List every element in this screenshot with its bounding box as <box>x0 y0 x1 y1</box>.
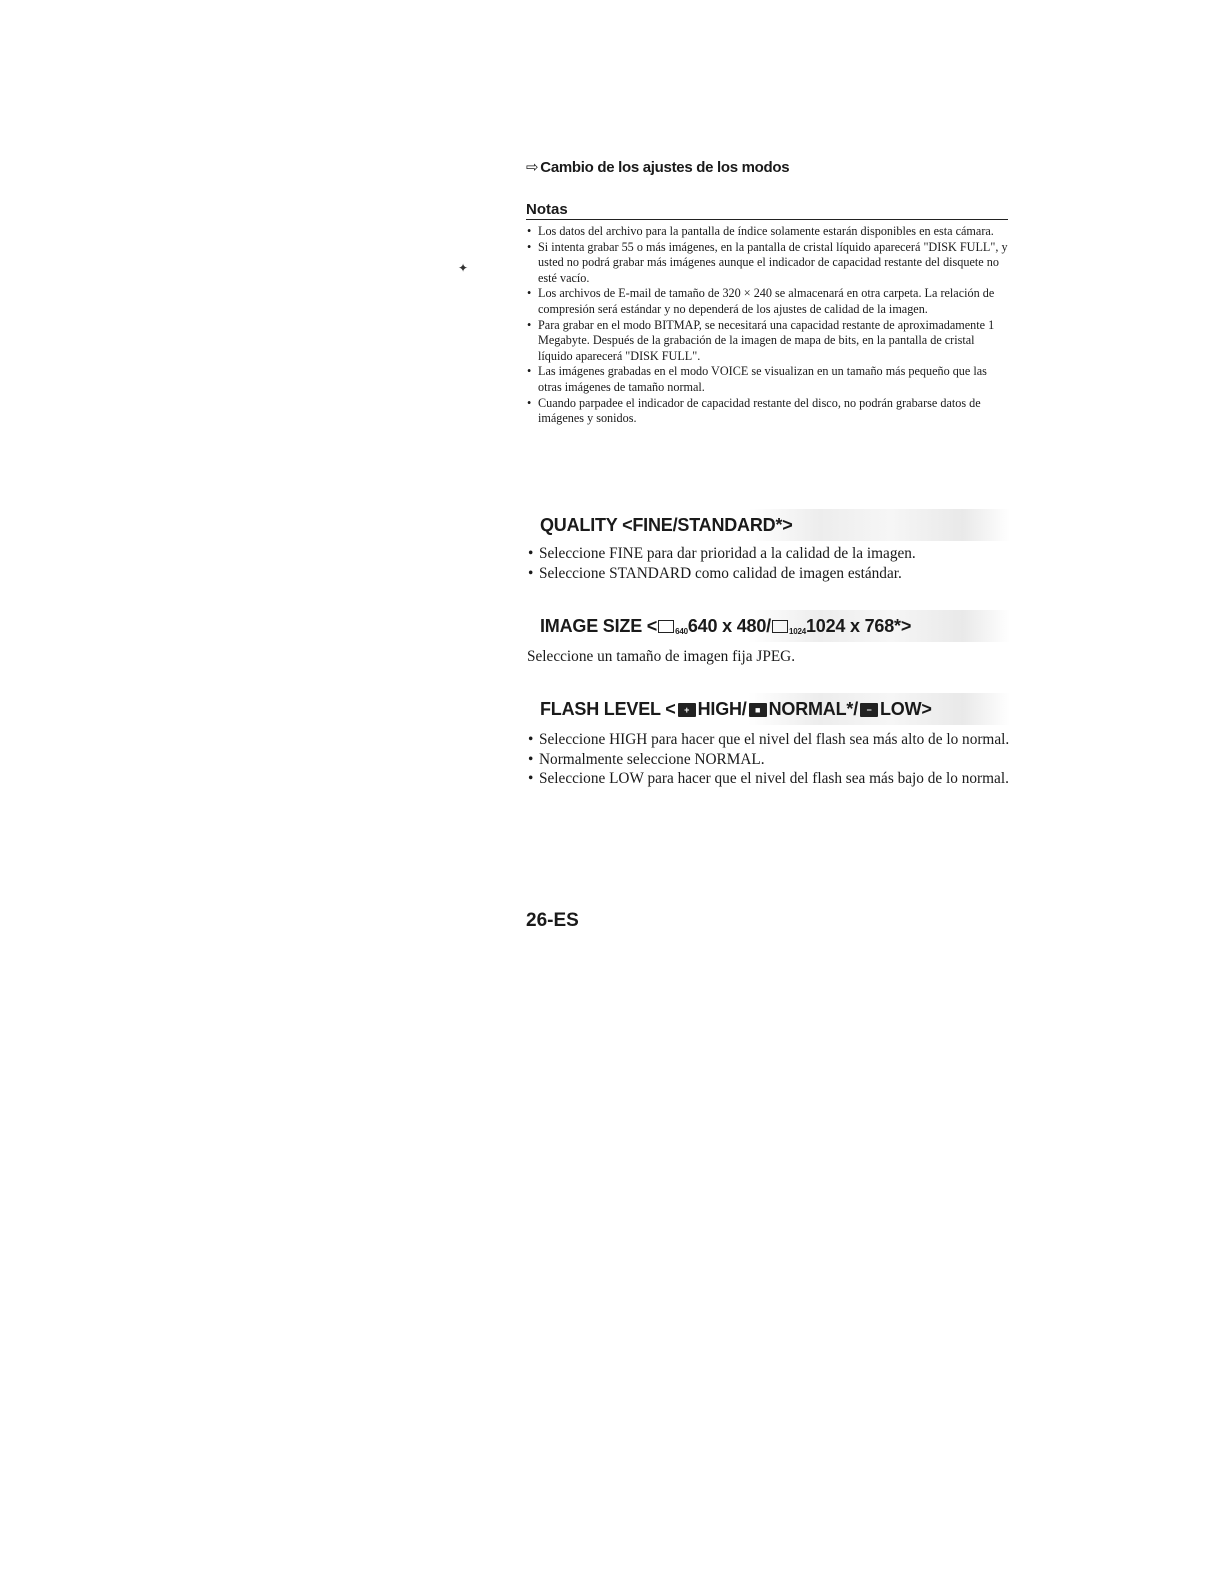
flash-level-heading <box>534 693 932 725</box>
image-size-option-1024: 1024 x 768*> <box>805 616 912 636</box>
flash-level-label: FLASH LEVEL < <box>540 699 676 719</box>
note-item: • Los archivos de E-mail de tamaño de 320 × 240 se almacenará en otra carpeta. La relación de compresión será estándar y no dependerá de los ajustes de calidad de la imagen. <box>526 286 1008 317</box>
flash-option-low: LOW> <box>880 699 932 719</box>
flash-level-item: • Seleccione LOW para hacer que el nivel del flash sea más bajo de lo normal. <box>527 769 1012 789</box>
notes-block <box>526 201 1008 427</box>
image-size-label: IMAGE SIZE < <box>540 616 658 636</box>
quality-list <box>527 544 1012 583</box>
image-640-icon <box>658 620 674 633</box>
image-size-text: Seleccione un tamaño de imagen fija JPEG. <box>527 648 796 665</box>
flash-normal-icon: ■ <box>749 703 767 717</box>
note-item: • Si intenta grabar 55 o más imágenes, en la pantalla de cristal líquido aparecerá "DISK FULL", y usted no podrá grabar más imágenes aunque el indicador de capacidad restante del disquete no esté vacío. <box>526 240 1008 287</box>
flash-level-list <box>527 730 1012 789</box>
quality-heading: QUALITY <FINE/STANDARD*> <box>540 515 793 535</box>
quality-item: • Seleccione FINE para dar prioridad a la calidad de la imagen. <box>527 544 1012 564</box>
image-size-option-640: 640 x 480/ <box>687 616 771 636</box>
image-size-heading <box>534 610 911 642</box>
flash-level-item: • Seleccione HIGH para hacer que el nivel del flash sea más alto de lo normal. <box>527 730 1012 750</box>
flash-level-item: • Normalmente seleccione NORMAL. <box>527 750 1012 770</box>
notes-list <box>526 224 1008 427</box>
flash-high-icon: + <box>678 703 696 717</box>
flash-low-icon: − <box>860 703 878 717</box>
notes-title: Notas <box>526 201 1008 220</box>
image-1024-icon <box>772 620 788 633</box>
note-item: • Para grabar en el modo BITMAP, se necesitará una capacidad restante de aproximadamente 1 Megabyte. Después de la grabación de la imagen de mapa de bits, en la pantalla de cristal líquido aparecerá "DISK FULL". <box>526 318 1008 365</box>
note-item: • Los datos del archivo para la pantalla de índice solamente estarán disponibles en esta cámara. <box>526 224 1008 240</box>
note-item: • Cuando parpadee el indicador de capacidad restante del disco, no podrán grabarse datos de imágenes y sonidos. <box>526 396 1008 427</box>
page-number: 26-ES <box>526 910 579 931</box>
section-title: Cambio de los ajustes de los modos <box>540 159 790 176</box>
arrow-right-icon: ⇨ <box>526 159 539 176</box>
image-640-icon-label: 640 <box>675 627 688 636</box>
registration-mark-icon: ✦ <box>458 261 469 275</box>
image-1024-icon-label: 1024 <box>788 627 806 636</box>
flash-option-high: HIGH/ <box>697 699 747 719</box>
note-item: • Las imágenes grabadas en el modo VOICE se visualizan en un tamaño más pequeño que las otras imágenes de tamaño normal. <box>526 364 1008 395</box>
section-header <box>526 158 789 176</box>
quality-item: • Seleccione STANDARD como calidad de imagen estándar. <box>527 564 1012 584</box>
flash-option-normal: NORMAL*/ <box>768 699 859 719</box>
